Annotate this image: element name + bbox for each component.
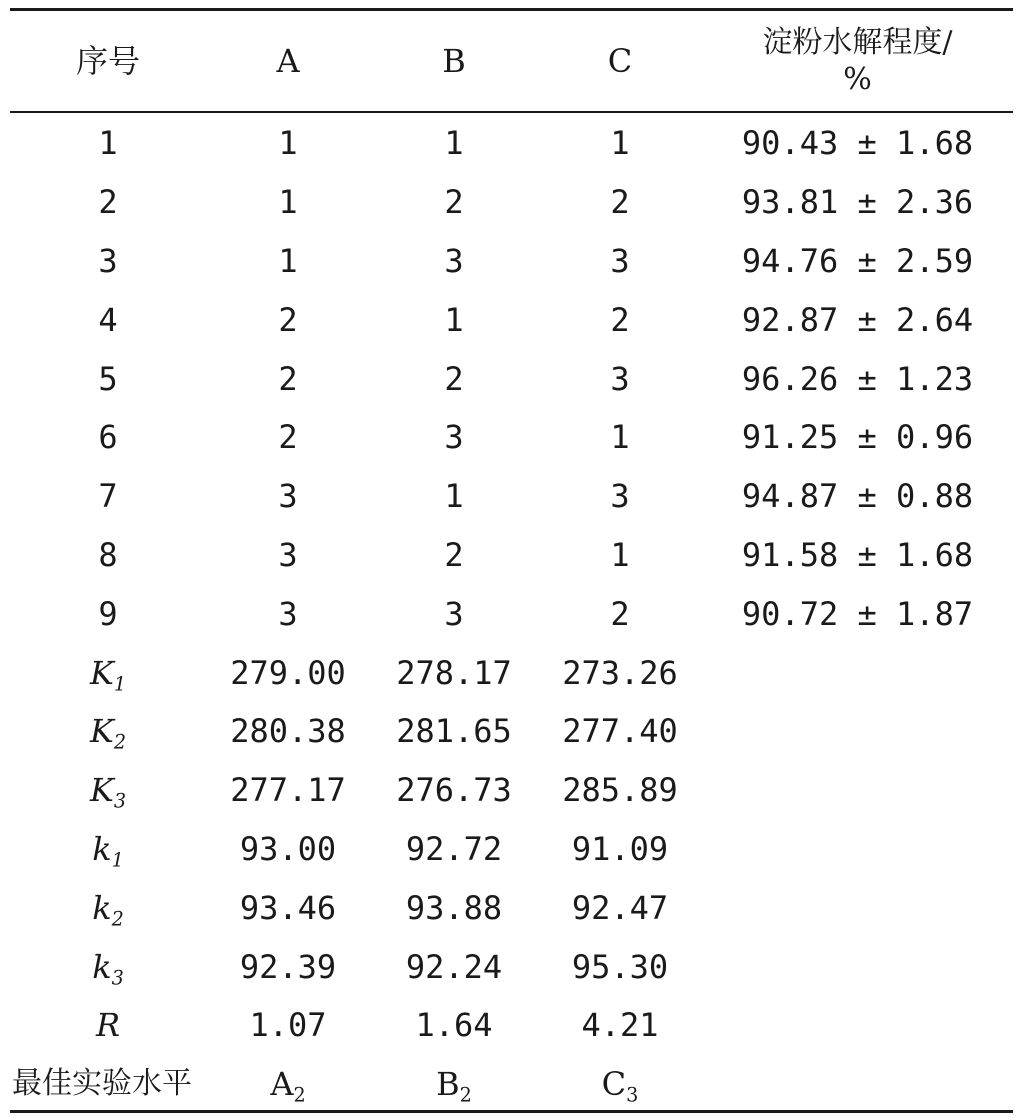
- run-index-cell: 3: [98, 241, 118, 280]
- table-row: [10, 526, 1013, 585]
- level-c-cell: 3: [610, 477, 630, 516]
- level-c-cell: 2: [610, 300, 630, 339]
- stat-empty-cell: [702, 643, 1013, 702]
- stat-label-cell: [10, 937, 206, 996]
- level-b-cell: 3: [444, 241, 464, 280]
- table-body: [10, 114, 1013, 1114]
- table-row: [10, 408, 1013, 467]
- hydrolysis-value-cell: 93.81 ± 2.36: [741, 183, 974, 222]
- level-c-cell: 1: [610, 418, 630, 457]
- stat-label-cell-subscript: 2: [111, 907, 124, 931]
- stat-c-cell: 285.89: [562, 771, 678, 810]
- level-a-cell: 2: [278, 300, 298, 339]
- best-level-a-subscript: 2: [293, 1083, 306, 1107]
- stat-c-cell: 277.40: [562, 712, 678, 751]
- best-level-c: [538, 1055, 702, 1114]
- hydrolysis-value-cell: 96.26 ± 1.23: [741, 359, 974, 398]
- hydrolysis-value-cell: 90.43 ± 1.68: [741, 124, 974, 163]
- level-c-cell: 1: [610, 535, 630, 574]
- table-row: [10, 290, 1013, 349]
- table-header-rule: [10, 111, 1013, 113]
- level-c-cell: 2: [610, 183, 630, 222]
- stat-label-cell-symbol: K: [89, 653, 114, 692]
- level-b-cell: 1: [444, 300, 464, 339]
- stat-label-cell-subscript: 2: [113, 731, 127, 755]
- stat-empty-cell: [702, 761, 1013, 820]
- stat-label-cell-subscript: 3: [111, 966, 124, 990]
- level-b-cell: 2: [444, 183, 464, 222]
- best-level-c-symbol: C: [601, 1065, 627, 1104]
- stat-row: [10, 761, 1013, 820]
- stat-label-cell: [10, 996, 206, 1055]
- hydrolysis-value-cell: 91.58 ± 1.68: [741, 535, 974, 574]
- stat-label-cell-subscript: 3: [113, 789, 127, 813]
- stat-empty-cell: [702, 702, 1013, 761]
- stat-c-cell: 4.21: [581, 1006, 659, 1045]
- stat-a-cell: 93.46: [239, 888, 337, 927]
- stat-a-cell: 277.17: [230, 771, 346, 810]
- stat-b-cell: 281.65: [396, 712, 512, 751]
- stat-label-cell-symbol: K: [89, 771, 114, 810]
- level-b-cell: 2: [444, 359, 464, 398]
- run-index-cell: 4: [98, 300, 118, 339]
- stat-row: [10, 878, 1013, 937]
- level-a-cell: 2: [278, 418, 298, 457]
- table-row: [10, 232, 1013, 291]
- run-index-cell: 9: [98, 594, 118, 633]
- best-level-b-symbol: B: [436, 1065, 460, 1104]
- stat-b-cell: 92.24: [405, 947, 503, 986]
- best-level-row: [10, 1055, 1013, 1114]
- header-cell-hydrolysis: [702, 12, 1013, 110]
- level-a-cell: 3: [278, 535, 298, 574]
- run-index-cell: 1: [98, 124, 118, 163]
- table-row: [10, 584, 1013, 643]
- table-row: [10, 467, 1013, 526]
- level-a-cell: 1: [278, 183, 298, 222]
- stat-label-cell-symbol: R: [95, 1006, 121, 1045]
- stat-c-cell: 92.47: [571, 888, 669, 927]
- level-c-cell: 1: [610, 124, 630, 163]
- stat-row: [10, 820, 1013, 879]
- stat-a-cell: 92.39: [239, 947, 337, 986]
- stat-a-cell: 280.38: [230, 712, 346, 751]
- best-level-empty-cell: [702, 1055, 1013, 1114]
- stat-row: [10, 702, 1013, 761]
- best-level-b-subscript: 2: [459, 1083, 472, 1107]
- table-bottom-rule: [10, 1110, 1013, 1113]
- table-row: [10, 114, 1013, 173]
- header-cell-b: B: [442, 42, 466, 80]
- header-cell-index: 序号: [75, 42, 140, 80]
- level-b-cell: 3: [444, 594, 464, 633]
- header-cell-a: A: [276, 42, 300, 80]
- hydrolysis-header-unit: %: [843, 62, 872, 97]
- stat-empty-cell: [702, 937, 1013, 996]
- hydrolysis-value-cell: 92.87 ± 2.64: [741, 300, 974, 339]
- level-b-cell: 1: [444, 477, 464, 516]
- stat-b-cell: 278.17: [396, 653, 512, 692]
- stat-c-cell: 91.09: [571, 829, 669, 868]
- stat-empty-cell: [702, 996, 1013, 1055]
- stat-b-cell: 1.64: [415, 1006, 493, 1045]
- header-cell-c: C: [607, 42, 633, 80]
- run-index-cell: 5: [98, 359, 118, 398]
- stat-b-cell: 92.72: [405, 829, 503, 868]
- level-b-cell: 1: [444, 124, 464, 163]
- run-index-cell: 8: [98, 535, 118, 574]
- stat-label-cell-symbol: K: [89, 712, 114, 751]
- hydrolysis-value-cell: 94.87 ± 0.88: [741, 477, 974, 516]
- stat-label-cell: [10, 878, 206, 937]
- level-a-cell: 3: [278, 594, 298, 633]
- hydrolysis-value-cell: 91.25 ± 0.96: [741, 418, 974, 457]
- level-a-cell: 1: [278, 124, 298, 163]
- hydrolysis-value-cell: 90.72 ± 1.87: [741, 594, 974, 633]
- table-top-rule: [10, 8, 1013, 11]
- level-b-cell: 2: [444, 535, 464, 574]
- stat-b-cell: 276.73: [396, 771, 512, 810]
- level-a-cell: 3: [278, 477, 298, 516]
- stat-a-cell: 93.00: [239, 829, 337, 868]
- best-level-c-subscript: 3: [626, 1083, 639, 1107]
- stat-empty-cell: [702, 820, 1013, 879]
- stat-row: [10, 643, 1013, 702]
- stat-label-cell: [10, 702, 206, 761]
- stat-a-cell: 1.07: [249, 1006, 327, 1045]
- run-index-cell: 6: [98, 418, 118, 457]
- hydrolysis-value-cell: 94.76 ± 2.59: [741, 241, 974, 280]
- best-level-b: [370, 1055, 538, 1114]
- stat-c-cell: 273.26: [562, 653, 678, 692]
- run-index-cell: 2: [98, 183, 118, 222]
- hydrolysis-header-line1: 淀粉水解程度/: [762, 24, 953, 60]
- stat-row: [10, 937, 1013, 996]
- stat-label-cell: [10, 643, 206, 702]
- table-header: [10, 12, 1013, 110]
- level-a-cell: 1: [278, 241, 298, 280]
- stat-label-cell: [10, 820, 206, 879]
- level-c-cell: 2: [610, 594, 630, 633]
- hydrolysis-header-text: [762, 24, 952, 99]
- stat-label-cell-symbol: k: [92, 947, 112, 986]
- level-a-cell: 2: [278, 359, 298, 398]
- stat-label-cell-subscript: 1: [113, 672, 127, 696]
- best-level-a-symbol: A: [270, 1065, 294, 1104]
- best-level-a: [206, 1055, 370, 1114]
- stat-a-cell: 279.00: [230, 653, 346, 692]
- level-c-cell: 3: [610, 359, 630, 398]
- stat-c-cell: 95.30: [571, 947, 669, 986]
- stat-row: [10, 996, 1013, 1055]
- table-row: [10, 349, 1013, 408]
- best-level-label: 最佳实验水平: [12, 1066, 192, 1102]
- stat-label-cell-symbol: k: [92, 829, 112, 868]
- run-index-cell: 7: [98, 477, 118, 516]
- table-tbody: [10, 114, 1013, 1114]
- level-b-cell: 3: [444, 418, 464, 457]
- stat-empty-cell: [702, 878, 1013, 937]
- table-row: [10, 173, 1013, 232]
- header-row: [10, 12, 1013, 110]
- level-c-cell: 3: [610, 241, 630, 280]
- stat-label-cell-subscript: 1: [111, 848, 124, 872]
- stat-label-cell: [10, 761, 206, 820]
- stat-label-cell-symbol: k: [92, 888, 112, 927]
- stat-b-cell: 93.88: [405, 888, 503, 927]
